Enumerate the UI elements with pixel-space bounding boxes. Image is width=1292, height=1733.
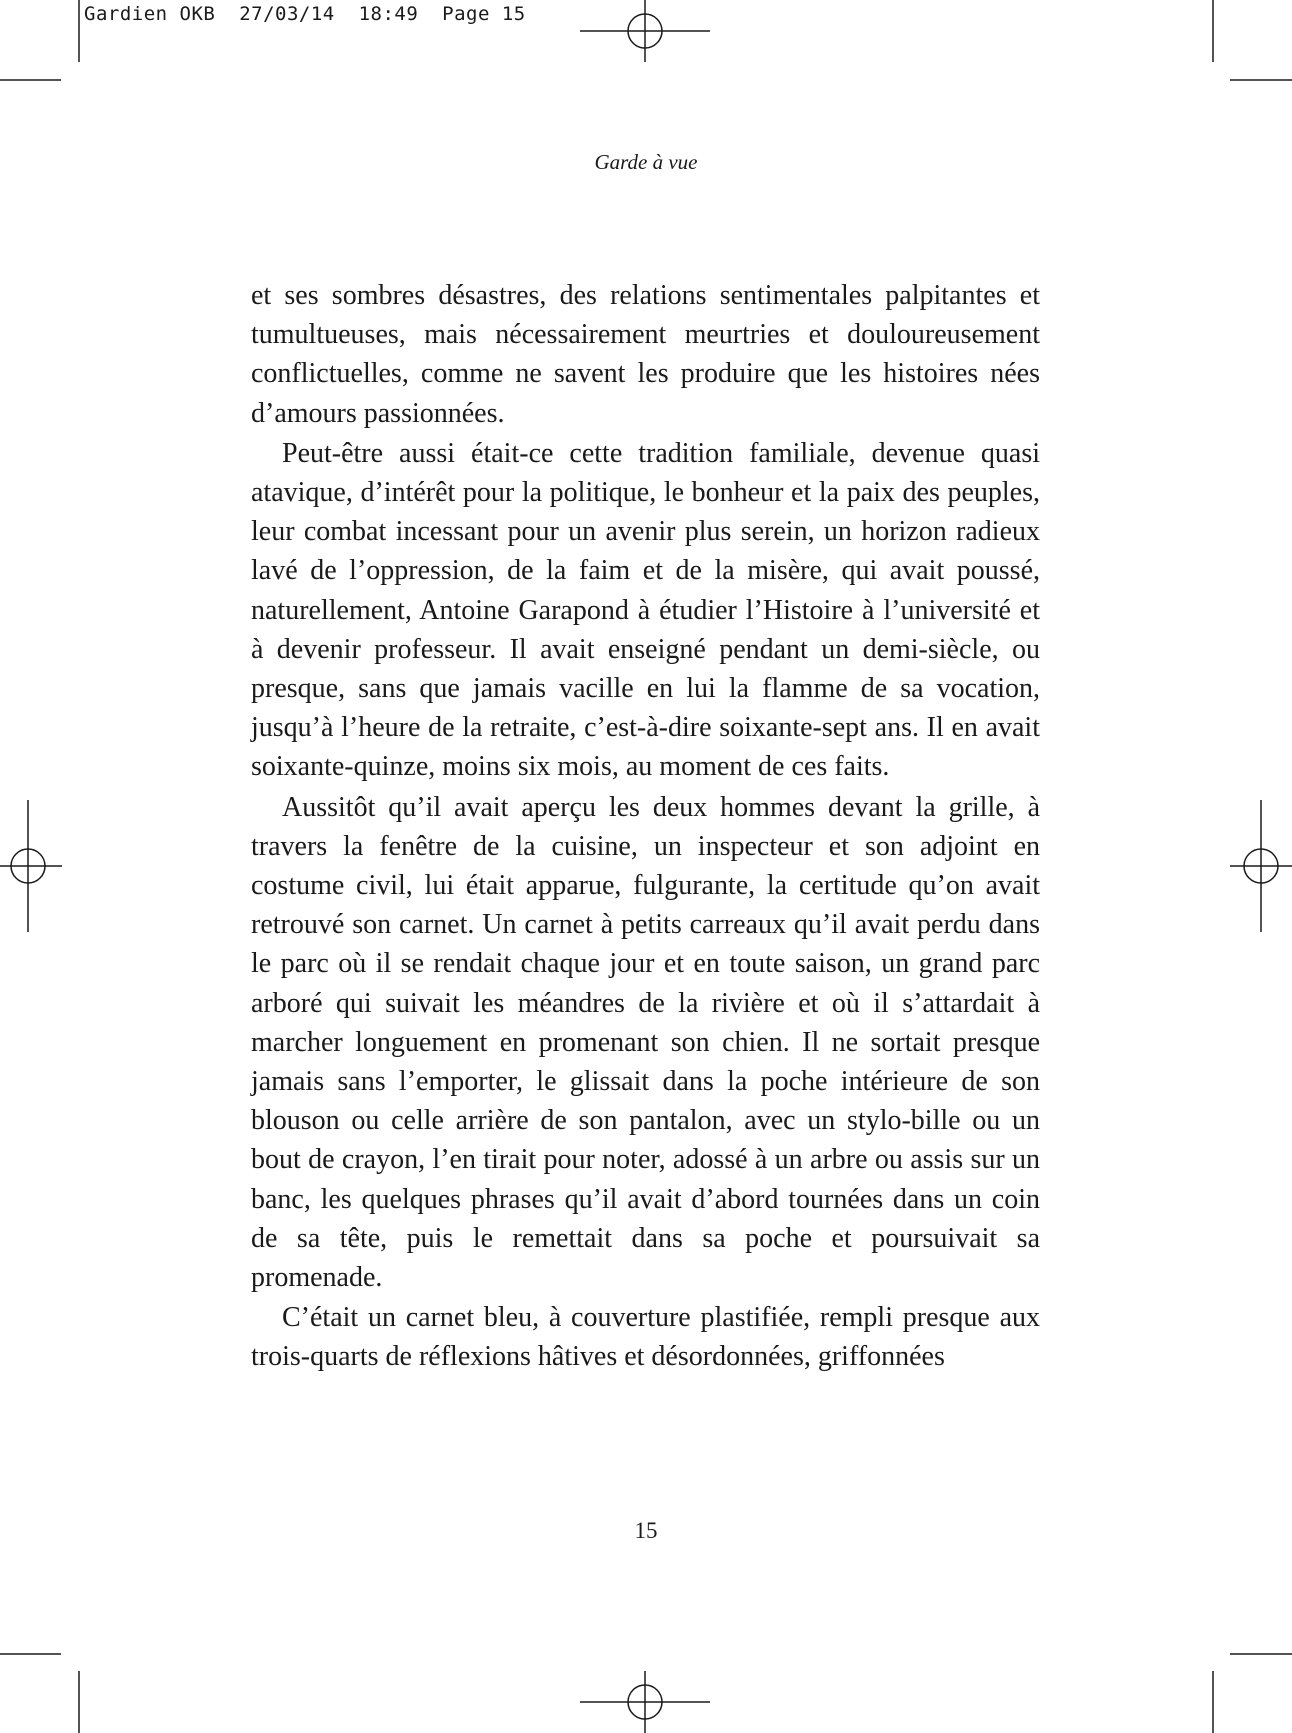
registration-target-left xyxy=(0,800,62,932)
running-head: Garde à vue xyxy=(594,150,698,174)
print-slug: Gardien OKB 27/03/14 18:49 Page 15 xyxy=(84,3,526,25)
paragraph: Aussitôt qu’il avait aperçu les deux hommes devant la grille, à travers la fenêtre de la cuisine, un inspecteur et son adjoint en costume civil, lui était apparue, fulgurante, la certitude qu’on avait retrouvé son carnet. Un carnet à petits carreaux qu’il avait perdu dans le parc où il se rendait chaque jour et en toute saison, un grand parc arboré qui suivait les méandres de la rivière et où il s’attardait à marcher longuement en promenant son chien. Il ne sortait presque jamais sans l’emporter, le glissait dans la poche intérieure de son blouson ou celle arrière de son pantalon, avec un stylo-bille ou un bout de crayon, l’en tirait pour noter, adossé à un arbre ou assis sur un banc, les quelques phrases qu’il avait d’abord tournées dans un coin de sa tête, puis le remettait dans sa poche et poursuivait sa promenade. xyxy=(251,791,1040,1294)
page-number: 15 xyxy=(634,1518,658,1543)
registration-target-bottom xyxy=(580,1671,710,1733)
registration-target-top xyxy=(580,0,710,62)
paragraph: C’était un carnet bleu, à couverture plastifiée, rempli presque aux trois-quarts de réflexions hâtives et désordonnées, griffonnées xyxy=(251,1302,1040,1373)
paragraph: et ses sombres désastres, des relations sentimentales palpitantes et tumultueuses, mais nécessairement meurtries et douloureusement conflictuelles, comme ne savent les produire que les histoires nées d’amours passionnées. xyxy=(251,280,1040,429)
body-text xyxy=(251,276,1040,1378)
registration-target-right xyxy=(1230,800,1292,932)
paragraph: Peut-être aussi était-ce cette tradition familiale, devenue quasi atavique, d’intérêt pour la politique, le bonheur et la paix des peuples, leur combat incessant pour un avenir plus serein, un horizon radieux lavé de l’oppression, de la faim et de la misère, qui avait poussé, naturellement, Antoine Garapond à étudier l’Histoire à l’université et à devenir professeur. Il avait enseigné pendant un demi-siècle, ou presque, sans que jamais vacille en lui la flamme de sa vocation, jusqu’à l’heure de la retraite, c’est-à-dire soixante-sept ans. Il en avait soixante-quinze, moins six mois, au moment de ces faits. xyxy=(251,437,1040,783)
